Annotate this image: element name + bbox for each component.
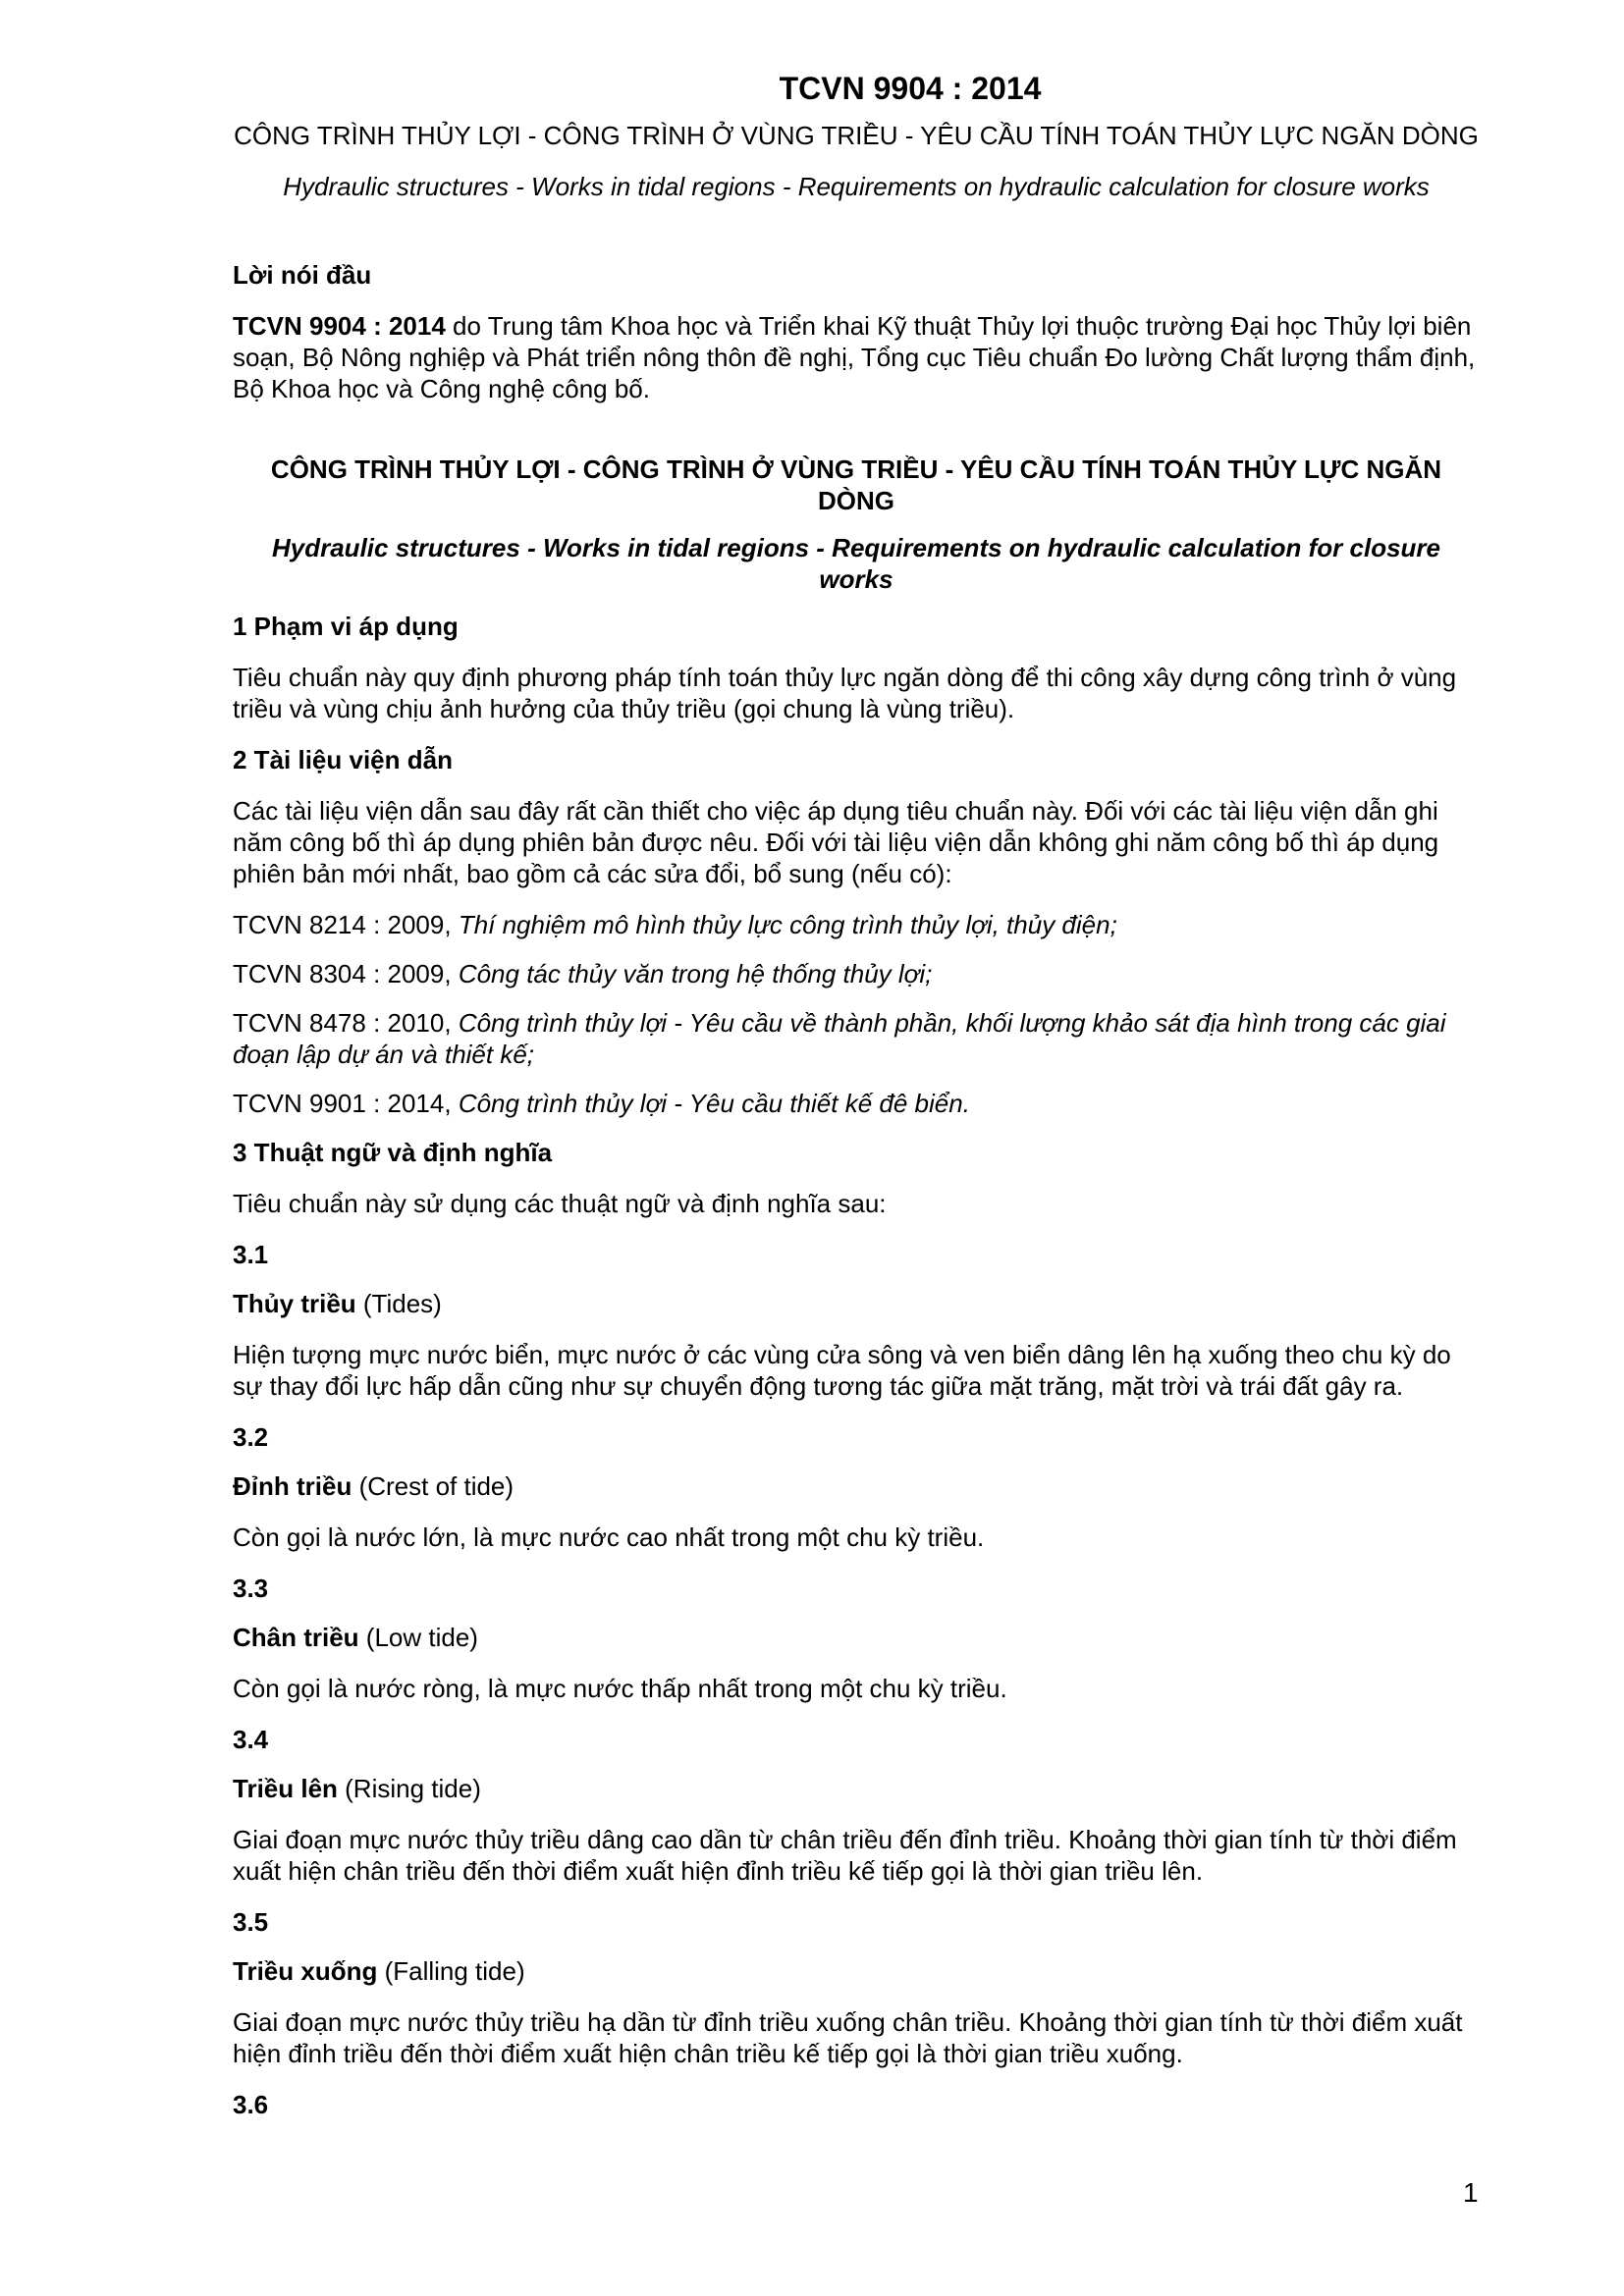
page-number: 1: [1463, 2177, 1479, 2208]
term-definition: Còn gọi là nước lớn, là mực nước cao nhất trong một chu kỳ triều.: [233, 1522, 985, 1552]
term-number: 3.5: [233, 1907, 269, 1937]
term-name-vn: Triều lên: [233, 1774, 338, 1803]
term-definition: Hiện tượng mực nước biển, mực nước ở các vùng cửa sông và ven biển dâng lên hạ xuống theo chu kỳ do sự thay đổi lực hấp dẫn cũng như sự chuyển động tương tác giữa mặt trăng, mặt trời và trái đất gây ra.: [233, 1340, 1451, 1401]
reference-item: [233, 909, 1480, 940]
term-name-vn: Thủy triều: [233, 1289, 356, 1318]
term-definition: Giai đoạn mực nước thủy triều hạ dần từ đỉnh triều xuống chân triều. Khoảng thời gian tính từ thời điểm xuất hiện đỉnh triều đến thời điểm xuất hiện chân triều kế tiếp gọi là thời gian triều xuống.: [233, 2007, 1463, 2068]
term-number: 3.4: [233, 1725, 269, 1754]
reference-title: Thí nghiệm mô hình thủy lực công trình thủy lợi, thủy điện;: [458, 910, 1117, 939]
term-name-en: (Crest of tide): [352, 1471, 514, 1501]
reference-code: TCVN 8214 : 2009,: [233, 910, 459, 939]
term-name-vn: Đỉnh triều: [233, 1471, 352, 1501]
section-3-intro: Tiêu chuẩn này sử dụng các thuật ngữ và định nghĩa sau:: [233, 1189, 887, 1218]
reference-code: TCVN 9901 : 2014,: [233, 1089, 459, 1118]
main-title-vn: CÔNG TRÌNH THỦY LỢI - CÔNG TRÌNH Ở VÙNG TRIỀU - YÊU CẦU TÍNH TOÁN THỦY LỰC NGĂN DÒNG: [270, 454, 1442, 515]
term-name: [233, 1773, 1480, 1804]
term-name: [233, 1955, 1480, 1987]
term-name: [233, 1622, 1480, 1653]
section-1-text: Tiêu chuẩn này quy định phương pháp tính toán thủy lực ngăn dòng để thi công xây dựng công trình ở vùng triều và vùng chịu ảnh hưởng của thủy triều (gọi chung là vùng triều).: [233, 663, 1457, 723]
foreword-heading: Lời nói đầu: [233, 260, 372, 290]
reference-title: Công trình thủy lợi - Yêu cầu về thành phần, khối lượng khảo sát địa hình trong các giai đoạn lập dự án và thiết kế;: [233, 1008, 1446, 1069]
document-title-en: Hydraulic structures - Works in tidal regions - Requirements on hydraulic calculation for closure works: [283, 172, 1430, 201]
term-number: 3.3: [233, 1574, 269, 1603]
term-name-en: (Falling tide): [377, 1956, 525, 1986]
term-name-en: (Low tide): [358, 1623, 478, 1652]
term-name-en: (Tides): [355, 1289, 442, 1318]
term-definition: Giai đoạn mực nước thủy triều dâng cao dần từ chân triều đến đỉnh triều. Khoảng thời gian tính từ thời điểm xuất hiện chân triều đến thời điểm xuất hiện đỉnh triều kế tiếp gọi là thời gian triều lên.: [233, 1825, 1457, 1886]
section-2-heading: 2 Tài liệu viện dẫn: [233, 745, 453, 774]
term-name-en: (Rising tide): [337, 1774, 481, 1803]
document-code-title: TCVN 9904 : 2014: [779, 71, 1042, 106]
term-number: 3.6: [233, 2090, 269, 2119]
section-2-text: Các tài liệu viện dẫn sau đây rất cần thiết cho việc áp dụng tiêu chuẩn này. Đối với các tài liệu viện dẫn ghi năm công bố thì áp dụng phiên bản được nêu. Đối với tài liệu viện dẫn không ghi năm công bố thì áp dụng phiên bản mới nhất, bao gồm cả các sửa đổi, bổ sung (nếu có):: [233, 796, 1439, 888]
reference-code: TCVN 8478 : 2010,: [233, 1008, 459, 1038]
main-title-en: Hydraulic structures - Works in tidal regions - Requirements on hydraulic calculation for closure works: [271, 533, 1440, 594]
term-name: [233, 1470, 1480, 1502]
foreword-paragraph: [233, 310, 1480, 404]
reference-title: Công trình thủy lợi - Yêu cầu thiết kế đê biển.: [458, 1089, 970, 1118]
term-name-vn: Triều xuống: [233, 1956, 378, 1986]
document-title-vn: CÔNG TRÌNH THỦY LỢI - CÔNG TRÌNH Ở VÙNG TRIỀU - YÊU CẦU TÍNH TOÁN THỦY LỰC NGĂN DÒNG: [234, 121, 1479, 150]
term-number: 3.1: [233, 1240, 269, 1269]
section-3-heading: 3 Thuật ngữ và định nghĩa: [233, 1138, 553, 1167]
foreword-text: do Trung tâm Khoa học và Triển khai Kỹ thuật Thủy lợi thuộc trường Đại học Thủy lợi biên soạn, Bộ Nông nghiệp và Phát triển nông thôn đề nghị, Tổng cục Tiêu chuẩn Đo lường Chất lượng thẩm định, Bộ Khoa học và Công nghệ công bố.: [233, 311, 1476, 403]
section-1-heading: 1 Phạm vi áp dụng: [233, 612, 459, 641]
reference-title: Công tác thủy văn trong hệ thống thủy lợi;: [458, 959, 933, 988]
term-number: 3.2: [233, 1422, 269, 1452]
reference-item: [233, 958, 1480, 989]
term-definition: Còn gọi là nước ròng, là mực nước thấp nhất trong một chu kỳ triều.: [233, 1674, 1007, 1703]
reference-item: [233, 1088, 1480, 1119]
document-page: [233, 69, 1480, 2138]
reference-code: TCVN 8304 : 2009,: [233, 959, 459, 988]
foreword-code: TCVN 9904 : 2014: [233, 311, 446, 341]
term-name: [233, 1288, 1480, 1319]
term-name-vn: Chân triều: [233, 1623, 359, 1652]
reference-item: [233, 1007, 1480, 1070]
